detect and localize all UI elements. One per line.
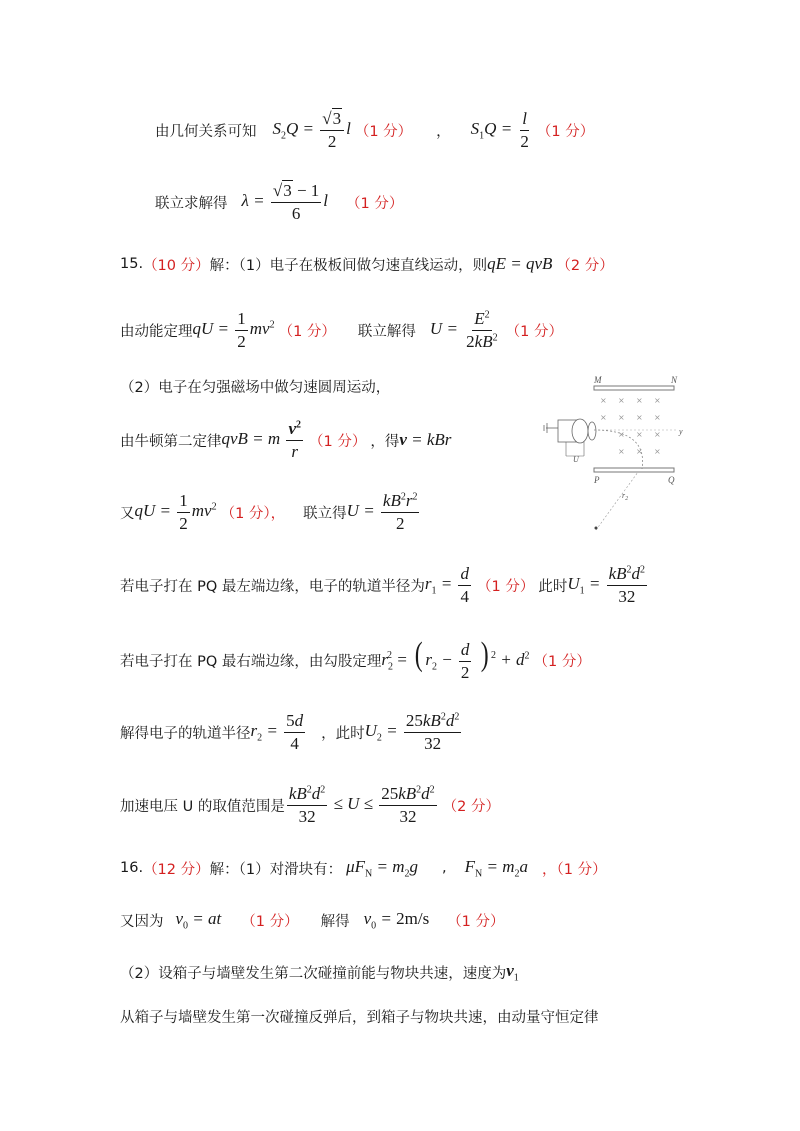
get-text: ，得 xyxy=(370,433,400,450)
kinetic-intro: 由动能定理 xyxy=(120,323,193,340)
label-r2: $r_2$ xyxy=(622,491,629,502)
question-text: 解：（1）电子在极板间做匀速直线运动，则 xyxy=(209,257,488,274)
score-badge: （1 分） xyxy=(476,578,535,595)
aperture xyxy=(588,422,596,440)
score-badge: （1 分） xyxy=(536,123,595,140)
left-edge-intro: 若电子打在 PQ 最左端边缘，电子的轨道半径为 xyxy=(120,578,425,595)
radius-line xyxy=(596,472,638,530)
formula-qe-qvb: qE = qvB xyxy=(487,254,553,273)
solve-intro: 联立求解得 xyxy=(155,195,228,212)
score-badge: （1 分） xyxy=(533,653,591,670)
formula-lambda: λ = $\frac{√3 - 1}{6}$ l xyxy=(241,180,329,223)
plate-mn xyxy=(594,386,674,390)
score-badge: （1 分） xyxy=(505,323,563,340)
svg-text:×: × xyxy=(600,413,607,422)
then-text: ，此时 xyxy=(321,725,365,742)
score-badge: ，（1 分） xyxy=(542,861,607,878)
formula-v0-value: $v_0 = 2m/s$ xyxy=(363,908,430,932)
question-number: 16. xyxy=(120,860,144,876)
svg-text:×: × xyxy=(636,447,643,456)
circle-center xyxy=(595,527,598,530)
line-part2-q16 xyxy=(120,960,519,984)
line-v0 xyxy=(120,908,509,932)
plate-pq xyxy=(594,468,674,472)
formula-qvb: qvB = m $\frac{v^2}{r}$ xyxy=(221,418,301,461)
formula-friction: $\mu F_N = m_2g$ xyxy=(346,856,419,880)
score-badge: （1 分） xyxy=(354,123,413,140)
formula-u2: $U_2$ = $\frac{25kB^2d^2}{32}$ xyxy=(364,710,460,753)
line-r2 xyxy=(120,710,463,754)
question-number: 15. xyxy=(120,256,144,272)
svg-text:×: × xyxy=(654,413,661,422)
formula-pythagoras: $r_2^2$ = ( $r_2$ − $\frac{d}{2}$ ) $^2 + d^2$ xyxy=(381,635,530,682)
geometry-intro: 由几何关系可知 xyxy=(155,123,257,140)
formula-s2q: $S_2Q$ = $\frac{√3}{2}$ l xyxy=(272,108,351,151)
momentum-text: 从箱子与墙壁发生第一次碰撞反弹后，到箱子与物块共速，由动量守恒定律 xyxy=(120,1009,599,1026)
line-solve-lambda xyxy=(155,182,407,222)
formula-u: U = $\frac{E^2}{2kB^2}$ xyxy=(429,308,498,351)
score-badge: （2 分） xyxy=(442,798,500,815)
line-right-edge xyxy=(120,635,595,682)
svg-text:×: × xyxy=(654,430,661,439)
question-15-header xyxy=(120,252,618,276)
svg-text:×: × xyxy=(636,430,643,439)
formula-qu: qU = $\frac{1}{2}$ $mv^2$ xyxy=(192,308,275,351)
formula-v1: $v_1$ xyxy=(506,960,519,984)
question-points: （12 分） xyxy=(143,861,210,878)
score-badge: （1 分）， xyxy=(220,505,286,522)
line-geometry xyxy=(155,110,598,150)
formula-r1: $r_1$ = $\frac{d}{4}$ xyxy=(424,563,469,606)
svg-text:×: × xyxy=(618,396,625,405)
svg-text:×: × xyxy=(654,447,661,456)
again-intro: 又 xyxy=(120,505,135,522)
range-intro: 加速电压 U 的取值范围是 xyxy=(120,798,285,815)
label-m: M xyxy=(594,375,602,385)
formula-s1q: $S_1Q$ = $\frac{l}{2}$ xyxy=(470,108,529,151)
label-p: P xyxy=(594,475,600,485)
right-edge-intro: 若电子打在 PQ 最右端边缘，由勾股定理 xyxy=(120,653,382,670)
line-voltage-range xyxy=(120,783,504,827)
label-n: N xyxy=(671,375,678,385)
part2-text: （2）设箱子与墙壁发生第二次碰撞前能与物块共速，速度为 xyxy=(120,965,507,982)
question-16-header: 16. （12 分） 解：（1）对滑块有： $\mu F_N = m_2g$ , $F_N = m_2a$ ，（1 分） xyxy=(120,856,607,880)
solve-r2-intro: 解得电子的轨道半径 xyxy=(120,725,251,742)
combine-text: 联立解得 xyxy=(357,323,416,340)
then-text: 此时 xyxy=(538,578,568,595)
svg-text:×: × xyxy=(636,396,643,405)
question-text: 解：（1）对滑块有： xyxy=(209,861,343,878)
line-kinetic-energy xyxy=(120,308,567,352)
combine-text: 联立得 xyxy=(303,505,347,522)
because-intro: 又因为 xyxy=(120,913,164,930)
score-badge: （1 分） xyxy=(308,433,367,450)
formula-u1: $U_1$ = $\frac{kB^2d^2}{32}$ xyxy=(567,563,646,606)
score-badge: （1 分） xyxy=(447,913,505,930)
line-newton xyxy=(120,418,451,462)
newton-intro: 由牛顿第二定律 xyxy=(120,433,222,450)
svg-text:×: × xyxy=(600,396,607,405)
score-badge: （1 分） xyxy=(241,913,299,930)
formula-r2: $r_2$ = $\frac{5d}{4}$ xyxy=(250,710,304,753)
svg-text:×: × xyxy=(618,447,625,456)
line-left-edge xyxy=(120,563,649,607)
anode xyxy=(572,419,588,443)
svg-text:×: × xyxy=(636,413,643,422)
formula-range: $\frac{kB^2d^2}{32}$ ≤ U ≤ $\frac{25kB^2d^2}{32}$ xyxy=(288,783,435,826)
svg-text:×: × xyxy=(618,413,625,422)
formula-qu-2: qU = $\frac{1}{2}$ $mv^2$ xyxy=(134,490,217,533)
label-u: U xyxy=(573,455,579,464)
svg-text:×: × xyxy=(654,396,661,405)
label-y: y xyxy=(679,427,683,436)
score-badge: （1 分） xyxy=(346,195,404,212)
physics-diagram xyxy=(538,370,690,534)
part2-text: （2）电子在匀强磁场中做匀速圆周运动， xyxy=(120,379,391,396)
label-q: Q xyxy=(668,475,675,485)
formula-v0-at: $v_0$ = at xyxy=(175,908,222,932)
line-momentum xyxy=(120,1004,599,1028)
magnetic-field-marks xyxy=(600,396,661,456)
score-badge: （2 分） xyxy=(556,257,614,274)
formula-fn: $F_N = m_2a$ xyxy=(464,856,528,880)
question-points: （10 分） xyxy=(143,257,210,274)
svg-text:×: × xyxy=(618,430,625,439)
line-part2 xyxy=(120,374,390,398)
line-again-qu xyxy=(120,490,421,534)
score-badge: （1 分） xyxy=(278,323,336,340)
formula-u-kb2r2: U = $\frac{kB^2r^2}{2}$ xyxy=(346,490,418,533)
solve-text: 解得 xyxy=(320,913,350,930)
separator-comma: ， xyxy=(436,123,451,140)
formula-v-kbr: v = kBr xyxy=(399,430,452,449)
